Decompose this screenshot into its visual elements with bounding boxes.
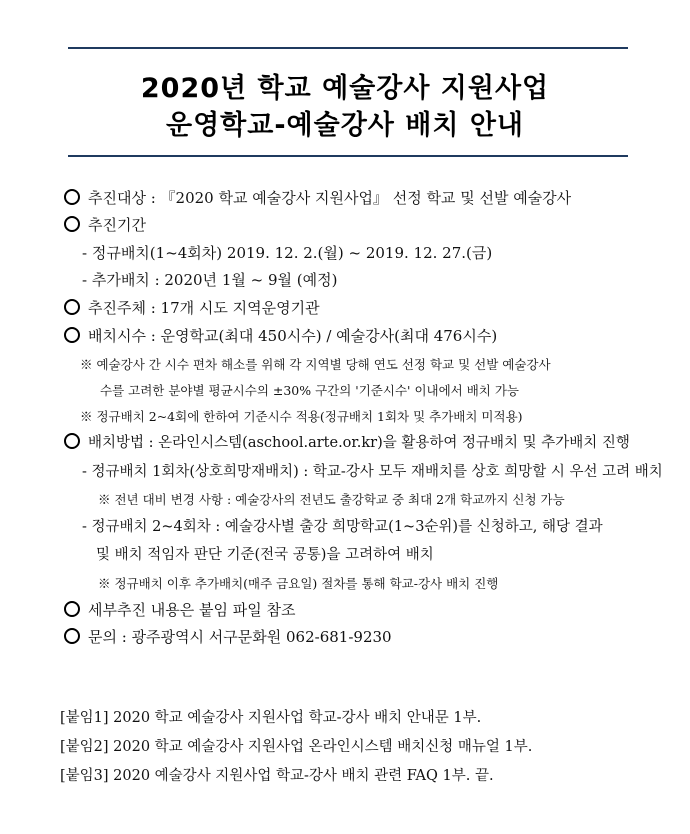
item-method-text: 배치방법 : 온라인시스템(aschool.arte.or.kr)을 활용하여 정규배치 및 추가배치 진행 — [88, 435, 630, 451]
item-contact — [64, 627, 392, 647]
item-period-regular: - 정규배치(1~4회차) 2019. 12. 2.(월) ~ 2019. 12. 27.(금) — [82, 244, 493, 262]
item-details-text: 세부추진 내용은 붙임 파일 참조 — [88, 601, 296, 619]
top-rule — [68, 47, 628, 49]
page-title: 2020년 학교 예술강사 지원사업 — [140, 73, 550, 104]
item-target — [64, 188, 571, 208]
method-round2-note: ※ 정규배치 이후 추가배치(매주 금요일) 절차를 통해 학교-강사 배치 진행 — [98, 576, 499, 591]
bottom-rule — [68, 155, 628, 157]
circle-bullet-icon — [64, 433, 80, 449]
item-period-additional: - 추가배치 : 2020년 1월 ~ 9월 (예정) — [82, 271, 338, 289]
method-round1: - 정규배치 1회차(상호희망재배치) : 학교-강사 모두 재배치를 상호 희망할 시 우선 고려 배치 — [82, 464, 663, 480]
item-details — [64, 600, 295, 620]
item-hours-text: 배치시수 : 운영학교(최대 450시수) / 예술강사(최대 476시수) — [88, 327, 498, 345]
circle-bullet-icon — [64, 327, 80, 343]
item-period-label: 추진기간 — [88, 216, 146, 234]
hours-note-1b: 수를 고려한 분야별 평균시수의 ±30% 구간의 '기준시수' 이내에서 배치 가능 — [100, 383, 519, 398]
item-method — [64, 433, 630, 453]
page-subtitle: 운영학교-예술강사 배치 안내 — [166, 110, 524, 141]
circle-bullet-icon — [64, 189, 80, 205]
circle-bullet-icon — [64, 216, 80, 232]
method-round2b: 및 배치 적임자 판단 기준(전국 공통)을 고려하여 배치 — [96, 547, 434, 563]
attachment-1: [붙임1] 2020 학교 예술강사 지원사업 학교-강사 배치 안내문 1부. — [60, 710, 482, 726]
hours-note-2: ※ 정규배치 2~4회에 한하여 기준시수 적용(정규배치 1회차 및 추가배치 미적용) — [80, 409, 523, 424]
circle-bullet-icon — [64, 628, 80, 644]
attachment-3: [붙임3] 2020 예술강사 지원사업 학교-강사 배치 관련 FAQ 1부. 끝. — [60, 768, 494, 784]
circle-bullet-icon — [64, 299, 80, 315]
circle-bullet-icon — [64, 601, 80, 617]
method-round1-note: ※ 전년 대비 변경 사항 : 예술강사의 전년도 출강학교 중 최대 2개 학교까지 신청 가능 — [98, 492, 565, 507]
item-host-text: 추진주체 : 17개 시도 지역운영기관 — [88, 299, 320, 317]
method-round2a: - 정규배치 2~4회차 : 예술강사별 출강 희망학교(1~3순위)를 신청하고, 해당 결과 — [82, 519, 603, 535]
item-target-text: 추진대상 : 『2020 학교 예술강사 지원사업』 선정 학교 및 선발 예술강사 — [88, 189, 572, 207]
item-period — [64, 215, 146, 235]
hours-note-1a: ※ 예술강사 간 시수 편차 해소를 위해 각 지역별 당해 연도 선정 학교 및 선발 예술강사 — [80, 357, 551, 372]
attachment-2: [붙임2] 2020 학교 예술강사 지원사업 온라인시스템 배치신청 매뉴얼 1부. — [60, 739, 533, 755]
item-contact-text: 문의 : 광주광역시 서구문화원 062-681-9230 — [88, 628, 392, 646]
item-hours — [64, 326, 497, 346]
item-host — [64, 298, 320, 318]
